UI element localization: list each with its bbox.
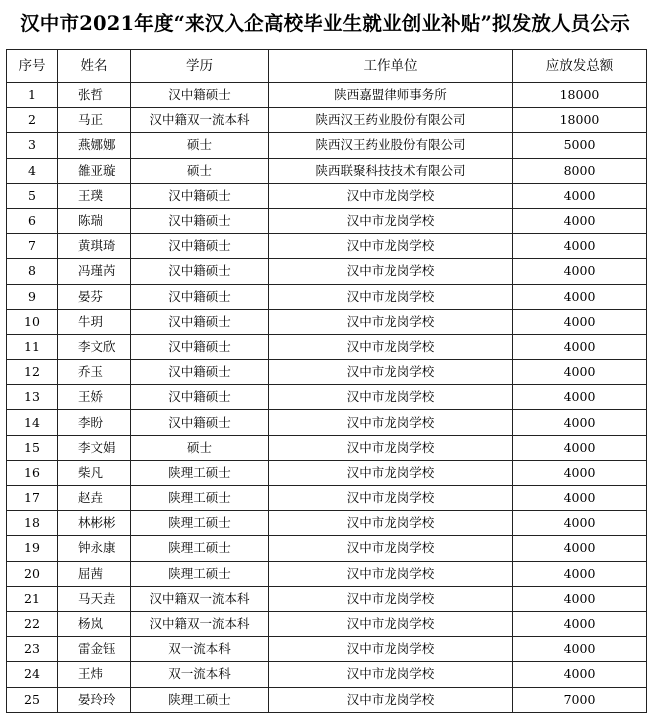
cell-education: 双一流本科 [131,637,269,662]
cell-employer: 汉中市龙岗学校 [269,360,513,385]
cell-amount: 4000 [513,637,647,662]
cell-index: 2 [7,108,58,133]
subsidy-table [6,49,647,713]
cell-education: 汉中籍硕士 [131,183,269,208]
cell-employer: 汉中市龙岗学校 [269,536,513,561]
cell-index: 9 [7,284,58,309]
table-row [7,410,647,435]
cell-index: 6 [7,208,58,233]
cell-name: 乔玉 [58,360,131,385]
table-row [7,360,647,385]
cell-employer: 汉中市龙岗学校 [269,561,513,586]
table-row [7,334,647,359]
cell-index: 8 [7,259,58,284]
cell-index: 25 [7,687,58,712]
cell-index: 3 [7,133,58,158]
cell-name: 马天垚 [58,586,131,611]
cell-index: 24 [7,662,58,687]
cell-index: 5 [7,183,58,208]
header-amount: 应放发总额 [513,50,647,83]
page-title: 汉中市2021年度“来汉入企高校毕业生就业创业补贴”拟发放人员公示 [20,12,630,35]
cell-amount: 4000 [513,435,647,460]
cell-amount: 8000 [513,158,647,183]
cell-employer: 汉中市龙岗学校 [269,486,513,511]
cell-amount: 4000 [513,259,647,284]
cell-name: 李盼 [58,410,131,435]
cell-employer: 汉中市龙岗学校 [269,586,513,611]
table-row [7,259,647,284]
table-row [7,687,647,712]
cell-amount: 18000 [513,83,647,108]
table-row [7,133,647,158]
cell-name: 雷金钰 [58,637,131,662]
cell-name: 燕娜娜 [58,133,131,158]
cell-name: 柴凡 [58,460,131,485]
table-row [7,385,647,410]
cell-index: 7 [7,234,58,259]
cell-employer: 汉中市龙岗学校 [269,662,513,687]
cell-education: 汉中籍硕士 [131,385,269,410]
header-index: 序号 [7,50,58,83]
cell-education: 汉中籍双一流本科 [131,108,269,133]
cell-amount: 18000 [513,108,647,133]
cell-amount: 4000 [513,662,647,687]
cell-education: 汉中籍硕士 [131,259,269,284]
cell-name: 冯瑾芮 [58,259,131,284]
cell-education: 陕理工硕士 [131,486,269,511]
cell-amount: 4000 [513,586,647,611]
cell-name: 屈茜 [58,561,131,586]
cell-index: 16 [7,460,58,485]
cell-education: 硕士 [131,158,269,183]
cell-name: 杨岚 [58,611,131,636]
cell-index: 19 [7,536,58,561]
cell-employer: 陕西汉王药业股份有限公司 [269,108,513,133]
header-education: 学历 [131,50,269,83]
table-row [7,309,647,334]
cell-employer: 汉中市龙岗学校 [269,309,513,334]
cell-name: 李文欣 [58,334,131,359]
cell-amount: 4000 [513,334,647,359]
cell-amount: 4000 [513,511,647,536]
table-row [7,662,647,687]
header-name: 姓名 [58,50,131,83]
table-row [7,637,647,662]
cell-education: 陕理工硕士 [131,561,269,586]
table-row [7,435,647,460]
cell-employer: 陕西嘉盟律师事务所 [269,83,513,108]
cell-name: 赵垚 [58,486,131,511]
cell-index: 23 [7,637,58,662]
cell-index: 18 [7,511,58,536]
cell-index: 14 [7,410,58,435]
cell-name: 王炜 [58,662,131,687]
cell-amount: 4000 [513,410,647,435]
cell-amount: 4000 [513,611,647,636]
table-row [7,108,647,133]
cell-name: 雒亚璇 [58,158,131,183]
cell-amount: 4000 [513,460,647,485]
cell-amount: 7000 [513,687,647,712]
cell-name: 晏芬 [58,284,131,309]
cell-education: 汉中籍硕士 [131,208,269,233]
cell-employer: 汉中市龙岗学校 [269,435,513,460]
cell-index: 4 [7,158,58,183]
cell-name: 马正 [58,108,131,133]
table-row [7,611,647,636]
cell-education: 陕理工硕士 [131,460,269,485]
cell-index: 22 [7,611,58,636]
cell-education: 陕理工硕士 [131,536,269,561]
cell-index: 13 [7,385,58,410]
cell-employer: 汉中市龙岗学校 [269,637,513,662]
cell-index: 20 [7,561,58,586]
table-body [7,83,647,713]
table-row [7,158,647,183]
cell-index: 17 [7,486,58,511]
cell-amount: 4000 [513,183,647,208]
cell-education: 汉中籍硕士 [131,334,269,359]
cell-index: 21 [7,586,58,611]
cell-index: 1 [7,83,58,108]
cell-employer: 汉中市龙岗学校 [269,259,513,284]
cell-employer: 汉中市龙岗学校 [269,284,513,309]
cell-education: 汉中籍双一流本科 [131,586,269,611]
cell-name: 林彬彬 [58,511,131,536]
cell-amount: 4000 [513,234,647,259]
table-row [7,234,647,259]
cell-education: 双一流本科 [131,662,269,687]
cell-amount: 4000 [513,208,647,233]
cell-name: 王璞 [58,183,131,208]
cell-name: 牛玥 [58,309,131,334]
cell-amount: 4000 [513,309,647,334]
cell-name: 钟永康 [58,536,131,561]
cell-amount: 5000 [513,133,647,158]
cell-education: 汉中籍硕士 [131,83,269,108]
cell-index: 15 [7,435,58,460]
cell-employer: 汉中市龙岗学校 [269,234,513,259]
cell-education: 汉中籍硕士 [131,360,269,385]
cell-employer: 汉中市龙岗学校 [269,460,513,485]
cell-name: 李文娟 [58,435,131,460]
cell-name: 王娇 [58,385,131,410]
table-row [7,586,647,611]
cell-education: 汉中籍硕士 [131,284,269,309]
cell-amount: 4000 [513,360,647,385]
cell-index: 12 [7,360,58,385]
cell-employer: 汉中市龙岗学校 [269,410,513,435]
table-row [7,208,647,233]
cell-amount: 4000 [513,536,647,561]
cell-education: 汉中籍双一流本科 [131,611,269,636]
cell-education: 硕士 [131,133,269,158]
table-row [7,460,647,485]
table-row [7,536,647,561]
table-row [7,83,647,108]
cell-employer: 陕西汉王药业股份有限公司 [269,133,513,158]
cell-name: 张哲 [58,83,131,108]
cell-education: 汉中籍硕士 [131,309,269,334]
cell-employer: 陕西联聚科技技术有限公司 [269,158,513,183]
cell-index: 10 [7,309,58,334]
cell-amount: 4000 [513,284,647,309]
cell-employer: 汉中市龙岗学校 [269,334,513,359]
cell-employer: 汉中市龙岗学校 [269,687,513,712]
cell-name: 晏玲玲 [58,687,131,712]
cell-education: 陕理工硕士 [131,687,269,712]
cell-name: 黄琪琦 [58,234,131,259]
table-row [7,183,647,208]
cell-education: 陕理工硕士 [131,511,269,536]
cell-amount: 4000 [513,486,647,511]
cell-education: 硕士 [131,435,269,460]
cell-education: 汉中籍硕士 [131,234,269,259]
table-row [7,511,647,536]
cell-amount: 4000 [513,561,647,586]
cell-employer: 汉中市龙岗学校 [269,611,513,636]
cell-employer: 汉中市龙岗学校 [269,183,513,208]
cell-index: 11 [7,334,58,359]
table-row [7,486,647,511]
header-employer: 工作单位 [269,50,513,83]
cell-amount: 4000 [513,385,647,410]
cell-employer: 汉中市龙岗学校 [269,208,513,233]
cell-education: 汉中籍硕士 [131,410,269,435]
cell-employer: 汉中市龙岗学校 [269,385,513,410]
table-row [7,561,647,586]
table-header-row [7,50,647,83]
cell-employer: 汉中市龙岗学校 [269,511,513,536]
cell-name: 陈瑞 [58,208,131,233]
table-row [7,284,647,309]
